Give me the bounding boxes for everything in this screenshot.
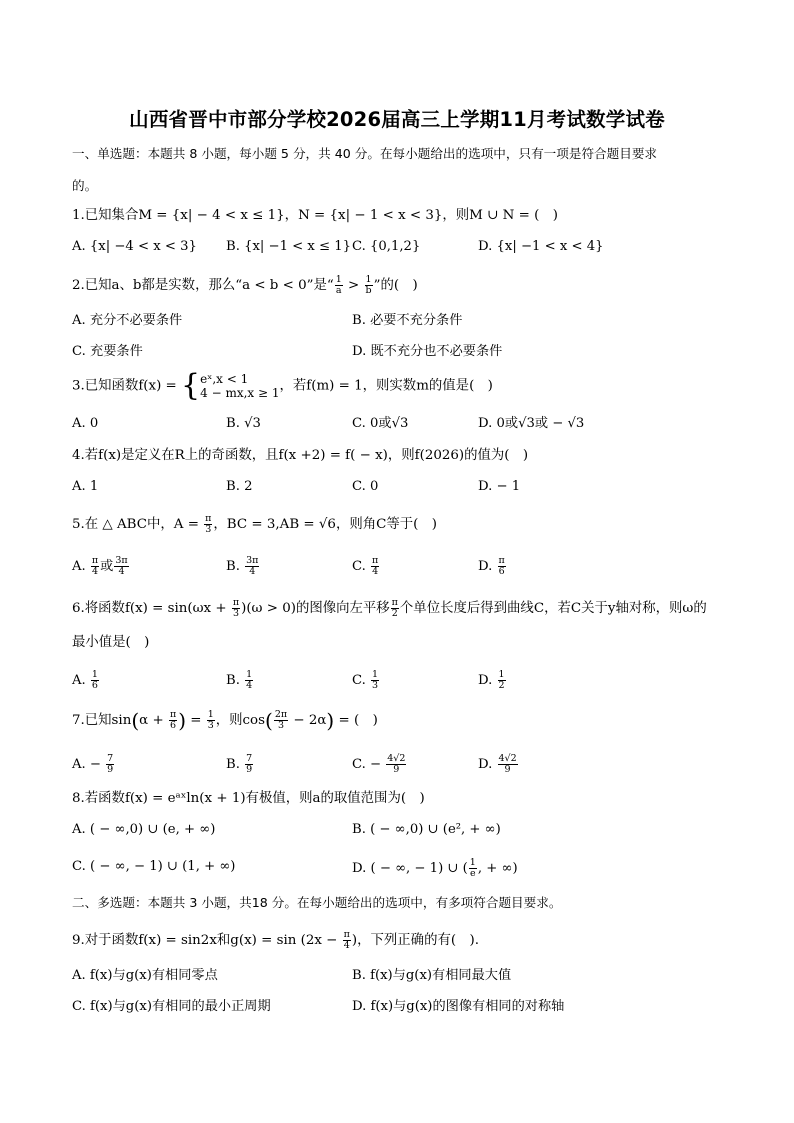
q7-option-c: C. − $\frac{4√2}{9}$ [352,753,406,775]
exam-title: 山西省晋中市部分学校2026届高三上学期11月考试数学试卷 [129,108,665,131]
q1-option-a: A. {x| −4 < x < 3} [72,239,197,254]
q4-option-c: C. 0 [352,479,379,494]
q2-option-b: B. 必要不充分条件 [352,313,463,328]
q3-option-c: C. 0或√3 [352,416,409,431]
q7-option-b: B. $\frac{7}{9}$ [226,753,253,775]
q4-stem: 4.若f(x)是定义在R上的奇函数，且f(x +2) = f( − x)，则f(2026)的值为( ) [72,448,529,463]
q5-option-c: C. $\frac{\pi}{4}$ [352,555,379,577]
q8-option-a: A. ( − ∞,0) ∪ (e, + ∞) [72,822,216,837]
section1-heading-cont: 的。 [72,178,98,193]
q6-stem-cont: 最小值是( ) [72,635,150,650]
q6-option-c: C. $\frac{1}{3}$ [352,669,379,691]
q2-stem: 2.已知a、b都是实数，那么“a < b < 0”是“ $\frac{1}{a}$ > $\frac{1}{b}$ ”的( ) [72,274,418,296]
q6-option-b: B. $\frac{1}{4}$ [226,669,253,691]
q2-frac-1b: $\frac{1}{b}$ [365,274,372,296]
q3-option-a: A. 0 [72,416,99,431]
q9-option-a: A. f(x)与g(x)有相同零点 [72,968,218,983]
q3-piecewise: eˣ,x < 1 4 − mx,x ≥ 1 [200,372,280,400]
q9-option-c: C. f(x)与g(x)有相同的最小正周期 [72,999,271,1014]
q6-option-a: A. $\frac{1}{6}$ [72,669,98,691]
q3-stem: 3.已知函数f(x) = { eˣ,x < 1 4 − mx,x ≥ 1 ，若f(m) = 1，则实数m的值是( ) [72,368,493,403]
q9-option-b: B. f(x)与g(x)有相同最大值 [352,968,512,983]
q6-stem: 6.将函数f(x) = sin(ωx + $\frac{\pi}{3}$ )(ω > 0)的图像向左平移 $\frac{\pi}{2}$ 个单位长度后得到曲线C，若C关于y轴对称，则ω的 [72,597,707,619]
q2-option-a: A. 充分不必要条件 [72,313,183,328]
q2-frac-1a: $\frac{1}{a}$ [335,274,342,296]
q1-option-c: C. {0,1,2} [352,239,421,254]
q4-option-a: A. 1 [72,479,99,494]
q8-option-d: D. ( − ∞, − 1) ∪ ( $\frac{1}{e}$ , + ∞) [352,857,518,879]
q7-option-a: A. − $\frac{7}{9}$ [72,753,114,775]
q7-option-d: D. $\frac{4√2}{9}$ [478,753,517,775]
q5-option-b: B. $\frac{3\pi}{4}$ [226,555,259,577]
q5-option-d: D. $\frac{\pi}{6}$ [478,555,505,577]
q6-option-d: D. $\frac{1}{2}$ [478,669,505,691]
q5-stem: 5.在 △ ABC中，A = $\frac{\pi}{3}$ ，BC = 3,AB = √6，则角C等于( ) [72,513,437,535]
q3-option-d: D. 0或√3或 − √3 [478,416,585,431]
q8-option-b: B. ( − ∞,0) ∪ (e², + ∞) [352,822,501,837]
q1-option-d: D. {x| −1 < x < 4} [478,239,604,254]
q9-option-d: D. f(x)与g(x)的图像有相同的对称轴 [352,999,565,1014]
section2-heading: 二、多选题：本题共 3 小题，共18 分。在每小题给出的选项中，有多项符合题目要求。 [72,895,562,910]
q7-stem: 7.已知sin(α + $\frac{\pi}{6}$ ) = $\frac{1}{3}$ ，则cos( $\frac{2\pi}{3}$ − 2α) = ( ) [72,708,378,733]
section1-heading: 一、单选题：本题共 8 小题，每小题 5 分，共 40 分。在每小题给出的选项中，只有一项是符合题目要求 [72,146,658,161]
q1-stem: 1.已知集合M = {x| − 4 < x ≤ 1}，N = {x| − 1 < x < 3}，则M ∪ N = ( ) [72,208,558,223]
q5-option-a: A. $\frac{\pi}{4}$ 或 $\frac{3\pi}{4}$ [72,555,128,577]
q4-option-d: D. − 1 [478,479,521,494]
q4-option-b: B. 2 [226,479,253,494]
q8-stem: 8.若函数f(x) = eᵃˣln(x + 1)有极值，则a的取值范围为( ) [72,791,425,806]
q3-option-b: B. √3 [226,416,261,431]
q1-option-b: B. {x| −1 < x ≤ 1} [226,239,352,254]
q8-option-c: C. ( − ∞, − 1) ∪ (1, + ∞) [72,859,236,874]
q3-brace: { [181,368,201,403]
q2-option-d: D. 既不充分也不必要条件 [352,344,503,359]
q9-stem: 9.对于函数f(x) = sin2x和g(x) = sin (2x − $\frac{\pi}{4}$ )，下列正确的有( ). [72,929,479,951]
q2-option-c: C. 充要条件 [72,344,143,359]
